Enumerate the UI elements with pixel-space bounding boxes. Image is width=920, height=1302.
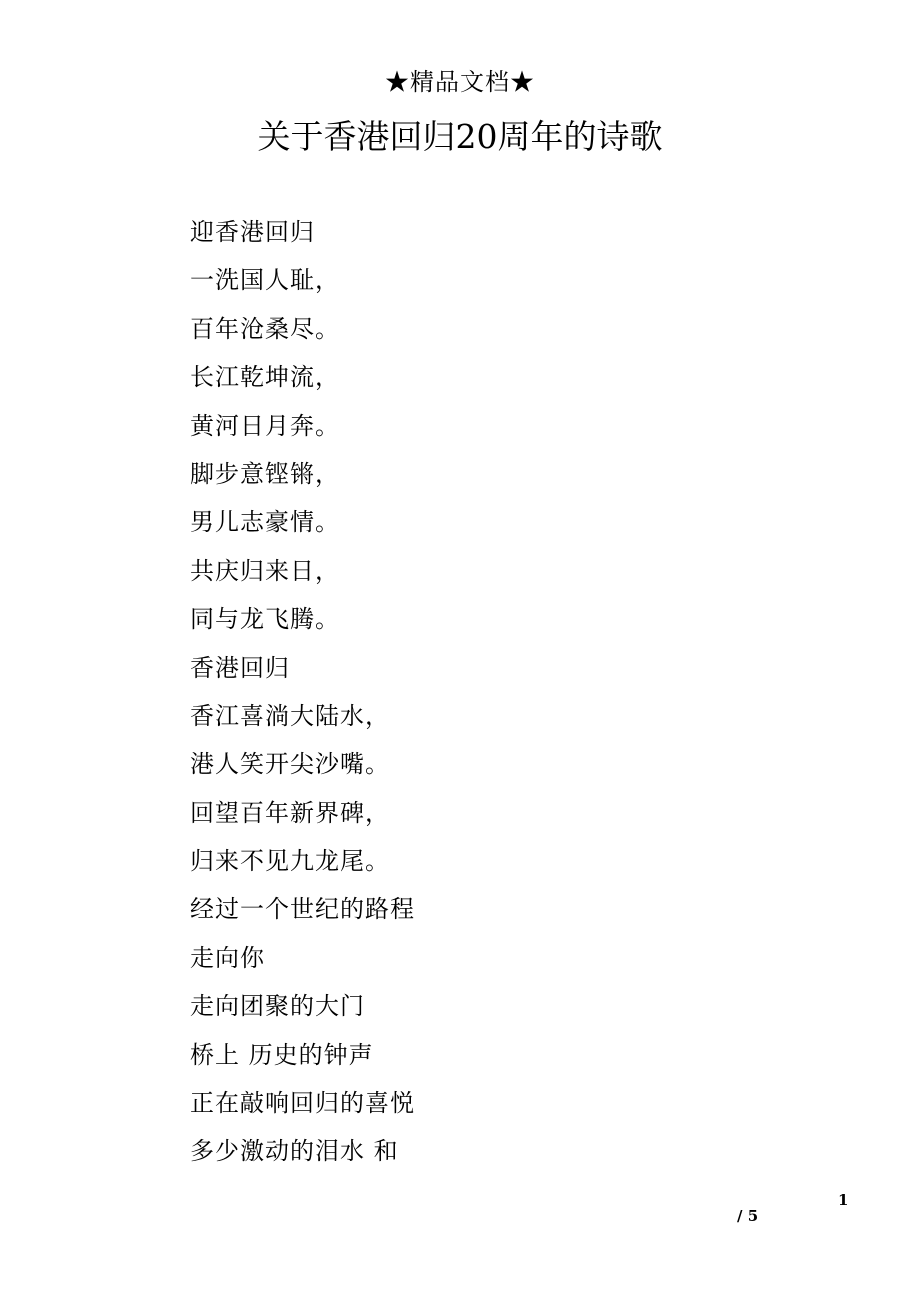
poem-line: 回望百年新界碑，	[190, 798, 390, 827]
poem-line: 多少激动的泪水 和	[190, 1137, 399, 1166]
poem-line: 迎香港回归	[190, 218, 315, 246]
poem-line: 脚步意铿锵，	[190, 459, 340, 488]
poem-line: 经过一个世纪的路程	[190, 895, 415, 924]
document-title: 关于香港回归20周年的诗歌	[257, 117, 663, 156]
poem-line: 百年沧桑尽。	[190, 314, 340, 343]
poem-line: 香江喜淌大陆水，	[190, 701, 390, 730]
poem-line: 同与龙飞腾。	[190, 605, 340, 634]
poem-body	[190, 208, 790, 1176]
poem-line: 男儿志豪情。	[190, 508, 340, 537]
poem-line: 黄河日月奔。	[190, 411, 340, 440]
page-number: 1	[838, 1191, 849, 1209]
poem-line: 长江乾坤流，	[190, 363, 340, 392]
poem-line: 走向团聚的大门	[190, 992, 365, 1021]
page-total: / 5	[737, 1207, 759, 1225]
poem-line: 归来不见九龙尾。	[190, 847, 390, 876]
poem-line: 桥上 历史的钟声	[190, 1040, 374, 1069]
poem-line: 香港回归	[190, 653, 290, 682]
poem-line: 港人笑开尖沙嘴。	[190, 750, 390, 779]
header-mark: ★精品文档★	[385, 68, 535, 96]
poem-line: 正在敲响回归的喜悦	[190, 1089, 415, 1118]
poem-line: 一洗国人耻，	[190, 266, 340, 295]
poem-line: 走向你	[190, 943, 265, 972]
poem-line: 共庆归来日，	[190, 556, 340, 585]
